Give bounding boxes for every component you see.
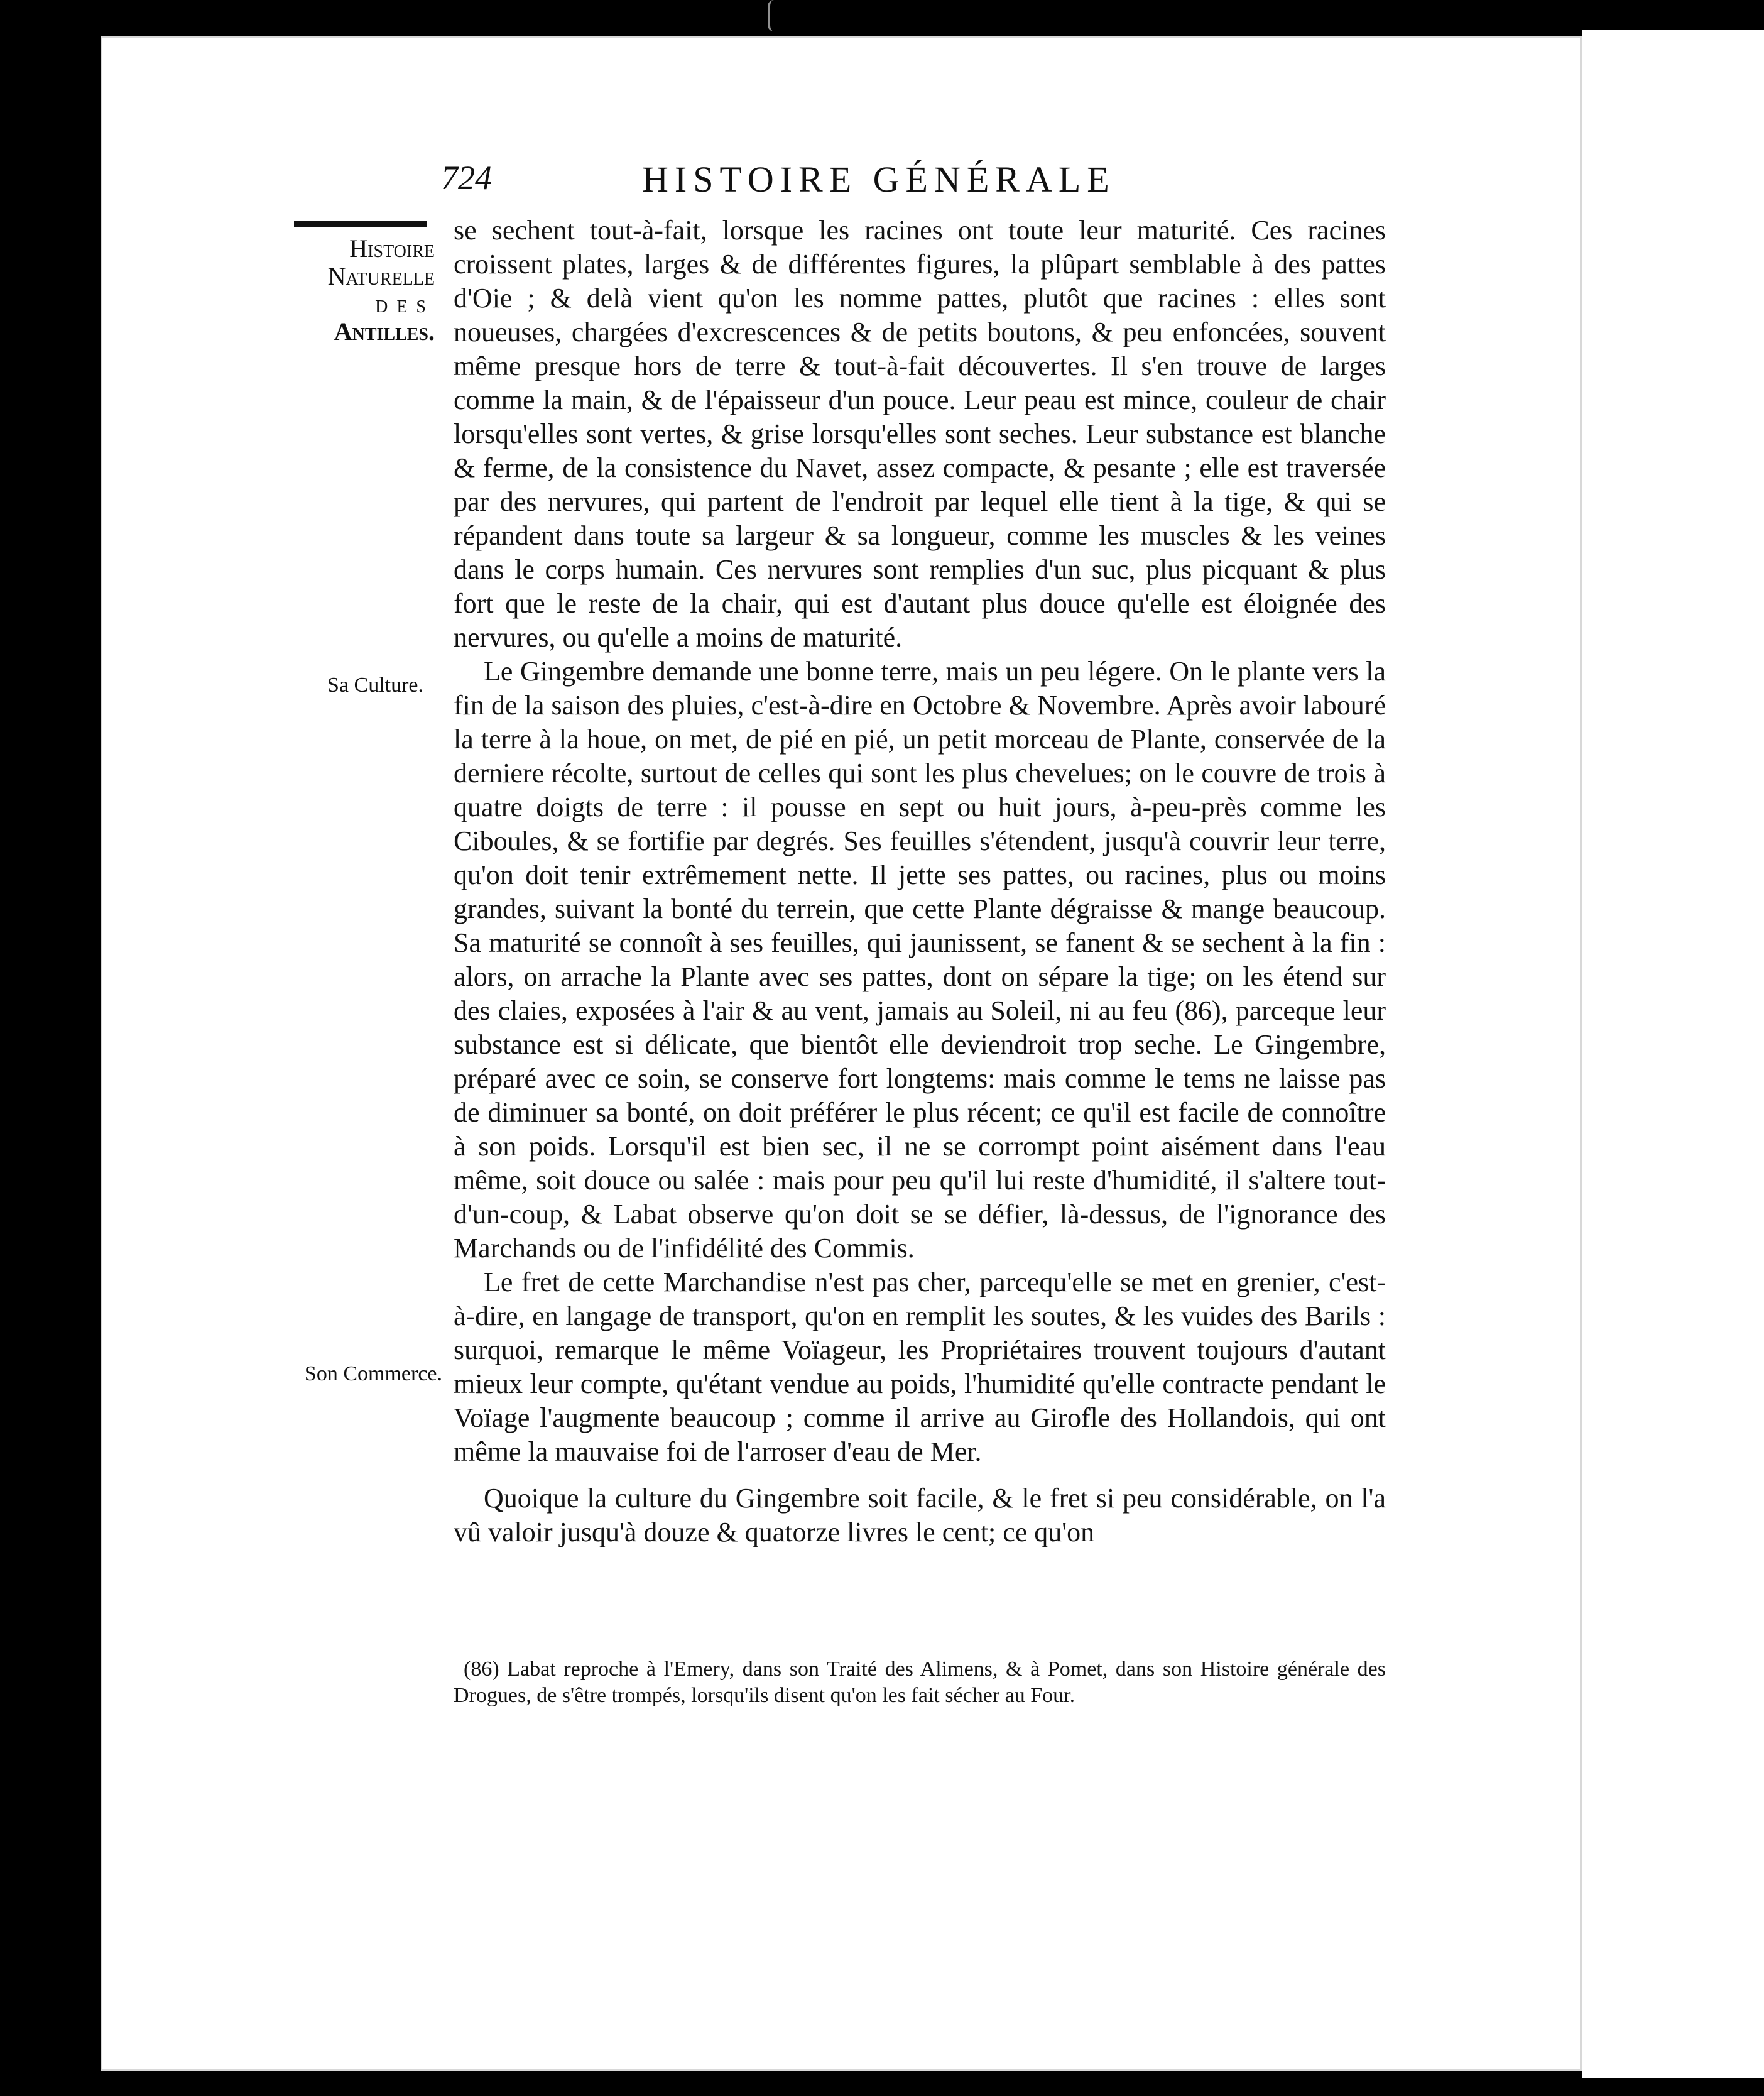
paragraph: se sechent tout-à-fait, lorsque les racines ont toute leur maturité. Ces racines croissent plates, larges & de différentes figures, la plûpart semblable à des pattes d'Oie ; & delà vient qu'on les nomme pattes, plutôt que racines : elles sont noueuses, chargées d'excrescences & de petits boutons, & peu enfoncées, souvent même presque hors de terre & tout-à-fait découvertes. Il s'en trouve de larges comme la main, & de l'épaisseur d'un pouce. Leur peau est mince, couleur de chair lorsqu'elles sont vertes, & grise lorsqu'elles sont seches. Leur substance est blanche & ferme, de la consistence du Navet, assez compacte, & pesante ; elle est traversée par des nervures, qui partent de l'endroit par lequel elle tient à la tige, & qui se répandent dans toute sa largeur & sa longueur, comme les muscles & les veines dans le corps humain. Ces nervures sont remplies d'un suc, plus picquant & plus fort que le reste de la chair, qui est d'autant plus douce qu'elle est éloignée des nervures, ou qu'elle a moins de maturité. [454, 215, 1386, 653]
margin-rule [294, 221, 427, 227]
page-number: 724 [441, 159, 492, 197]
side-title-line: Naturelle [327, 262, 435, 290]
margin-note-culture: Sa Culture. [327, 674, 423, 697]
running-title: HISTOIRE GÉNÉRALE [642, 159, 1116, 200]
running-head [441, 158, 1258, 204]
margin-note-commerce: Son Commerce. [304, 1362, 442, 1385]
facing-page-edge [1582, 30, 1764, 2078]
footnote: (86) Labat reproche à l'Emery, dans son Traité des Alimens, & à Pomet, dans son Histoire générale des Drogues, de s'être trompés, lorsqu'ils disent qu'on les fait sécher au Four. [454, 1657, 1386, 1707]
paragraph: Le Gingembre demande une bonne terre, mais un peu légere. On le plante vers la fin de la saison des pluies, c'est-à-dire en Octobre & Novembre. Après avoir labouré la terre à la houe, on met, de pié en pié, un petit morceau de Plante, conservée de la derniere récolte, surtout de celles qui sont les plus chevelues; on le couvre de trois à quatre doigts de terre : il pousse en sept ou huit jours, à-peu-près comme les Ciboules, & se fortifie par degrés. Ses feuilles s'étendent, jusqu'à couvrir leur terre, qu'on doit tenir extrêmement nette. Il jette ses pattes, ou racines, plus ou moins grandes, suivant la bonté du terrein, que cette Plante dégraisse & mange beaucoup. Sa maturité se connoît à ses feuilles, qui jaunissent, se fanent & se sechent à la fin : alors, on arrache la Plante avec ses pattes, dont on sépare la tige; on les étend sur des claies, exposées à l'air & au vent, jamais au Soleil, ni au feu (86), parceque leur substance est si délicate, que bientôt elle deviendroit trop seche. Le Gingembre, préparé avec ce soin, se conserve fort longtems: mais comme le tems ne laisse pas de diminuer sa bonté, on doit préférer le plus récent; ce qu'il est facile de connoître à son poids. Lorsqu'il est bien sec, il ne se corrompt point aisément dans l'eau même, soit douce ou salée : mais pour peu qu'il lui reste d'humidité, il s'altere tout-d'un-coup, & Labat observe qu'on doit se se défier, là-dessus, de l'ignorance des Marchands ou de l'infidélité des Commis. [454, 656, 1386, 1264]
body-text [454, 214, 1386, 1549]
side-title [270, 235, 435, 346]
side-title-line: Antilles. [334, 317, 435, 346]
side-title-line: des [375, 290, 435, 318]
paragraph: Quoique la culture du Gingembre soit facile, & le fret si peu considérable, on l'a vû valoir jusqu'à douze & quatorze livres le cent; ce qu'on [454, 1483, 1386, 1547]
side-title-line: Histoire [349, 234, 435, 263]
paragraph: Le fret de cette Marchandise n'est pas cher, parcequ'elle se met en grenier, c'est-à-dire, en langage de transport, qu'on en remplit les soutes, & les vuides des Barils : surquoi, remarque le même Voïageur, les Propriétaires trouvent toujours d'autant mieux leur compte, qu'étant vendue au poids, l'humidité qu'elle contracte pendant le Voïage l'augmente beaucoup ; comme il arrive au Girofle des Hollandois, qui ont même la mauvaise foi de l'arroser d'eau de Mer. [454, 1267, 1386, 1467]
scan-artifact [768, 0, 784, 31]
